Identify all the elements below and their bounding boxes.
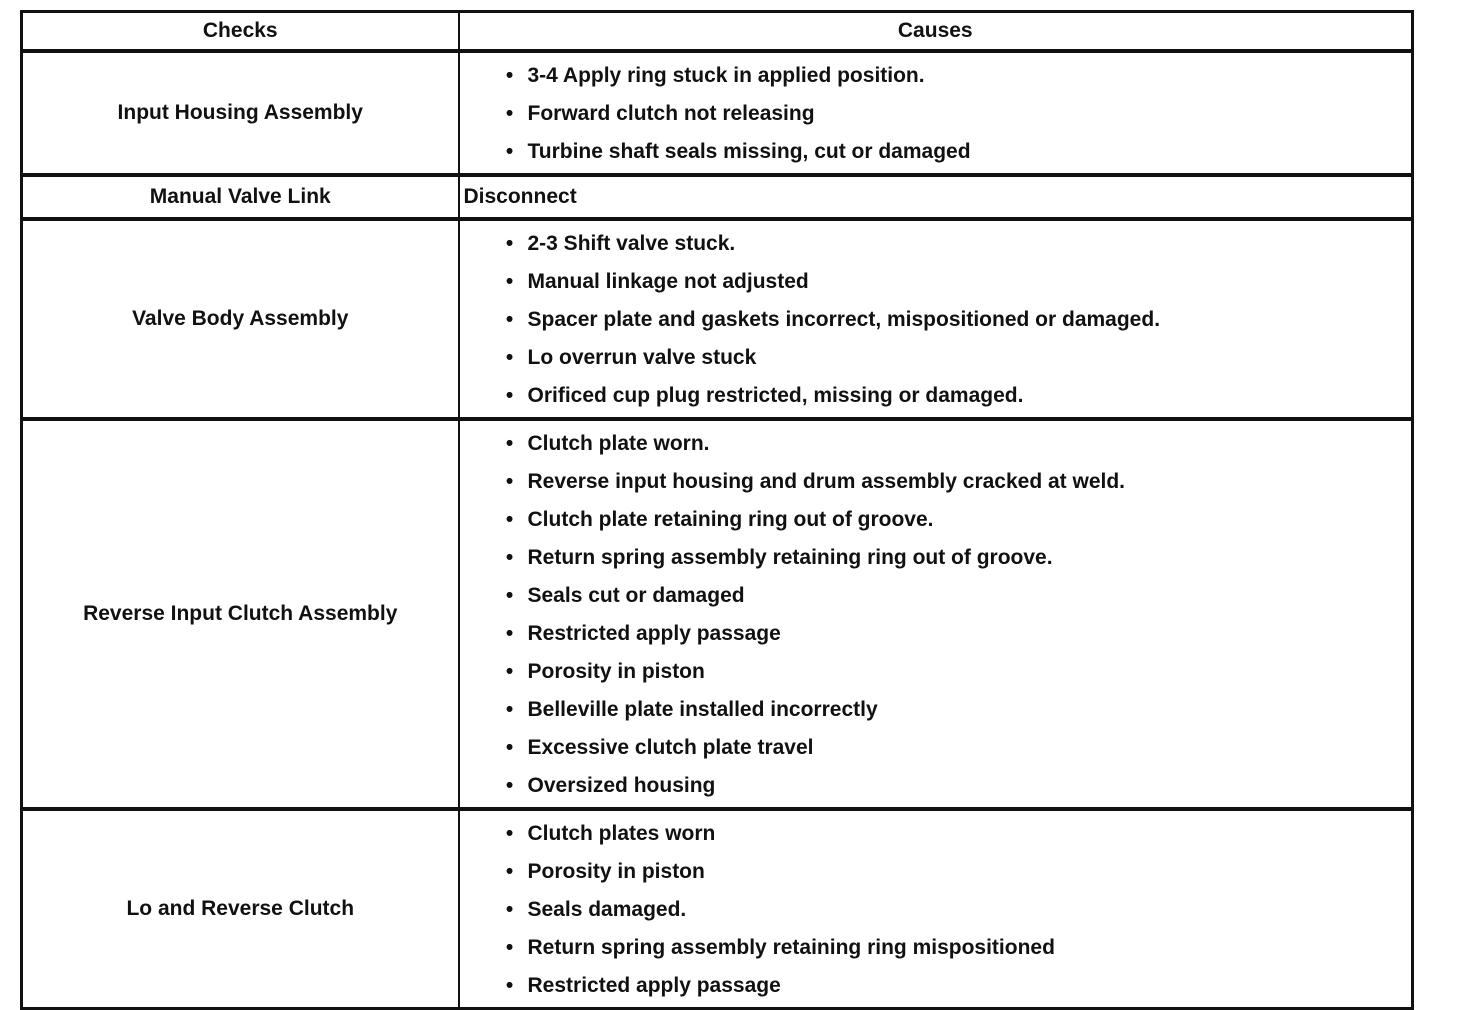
cause-text: Manual linkage not adjusted (527, 270, 809, 293)
cause-item (500, 815, 1412, 853)
bullet-icon: • (505, 140, 514, 163)
cause-text: 2-3 Shift valve stuck. (527, 232, 736, 255)
cause-item (500, 853, 1412, 891)
causes-cell (459, 809, 1413, 1009)
cause-text: Reverse input housing and drum assembly cracked at weld. (527, 470, 1126, 493)
cause-text: Spacer plate and gaskets incorrect, mispositioned or damaged. (527, 308, 1161, 331)
cause-text: Lo overrun valve stuck (527, 346, 757, 369)
check-cell: Reverse Input Clutch Assembly (22, 419, 459, 809)
cause-text: Clutch plate worn. (527, 432, 710, 455)
bullet-icon: • (505, 860, 514, 883)
cause-text: Turbine shaft seals missing, cut or damaged (527, 140, 971, 163)
cause-item (500, 425, 1412, 463)
bullet-icon: • (505, 470, 514, 493)
bullet-icon: • (505, 974, 514, 997)
cause-item (500, 767, 1412, 805)
cause-item (500, 691, 1412, 729)
check-cell: Manual Valve Link (22, 175, 459, 219)
bullet-icon: • (505, 584, 514, 607)
cause-text: Clutch plates worn (527, 822, 716, 845)
causes-cell (459, 175, 1413, 219)
cause-text: Oversized housing (527, 774, 716, 797)
bullet-icon: • (505, 270, 514, 293)
cause-item (500, 95, 1412, 133)
bullet-icon: • (505, 898, 514, 921)
bullet-icon: • (505, 936, 514, 959)
cause-item (500, 377, 1412, 415)
cause-item (500, 967, 1412, 1005)
header-causes: Causes (459, 12, 1413, 52)
bullet-icon: • (505, 822, 514, 845)
cause-text: Return spring assembly retaining ring mispositioned (527, 936, 1055, 959)
causes-cell (459, 219, 1413, 419)
cause-text: Disconnect (463, 185, 577, 208)
table-row (22, 419, 1413, 809)
cause-text: Seals damaged. (527, 898, 687, 921)
bullet-icon: • (505, 232, 514, 255)
table-row (22, 809, 1413, 1009)
cause-item (500, 729, 1412, 767)
table-header-row (22, 12, 1413, 52)
cause-text: Porosity in piston (527, 660, 705, 683)
bullet-icon: • (505, 64, 514, 87)
cause-list (460, 811, 1412, 1007)
causes-cell (459, 419, 1413, 809)
cause-item (500, 501, 1412, 539)
cause-item (500, 225, 1412, 263)
cause-item (500, 57, 1412, 95)
header-checks: Checks (22, 12, 459, 52)
cause-item (500, 463, 1412, 501)
table-row (22, 51, 1413, 175)
bullet-icon: • (505, 660, 514, 683)
cause-text: Return spring assembly retaining ring out of groove. (527, 546, 1053, 569)
table-row (22, 219, 1413, 419)
cause-item (500, 653, 1412, 691)
bullet-icon: • (505, 102, 514, 125)
check-cell: Valve Body Assembly (22, 219, 459, 419)
cause-text: Excessive clutch plate travel (527, 736, 814, 759)
cause-text: Seals cut or damaged (527, 584, 745, 607)
bullet-icon: • (505, 384, 514, 407)
cause-item (500, 301, 1412, 339)
bullet-icon: • (505, 546, 514, 569)
causes-cell (459, 51, 1413, 175)
check-cell: Input Housing Assembly (22, 51, 459, 175)
cause-list (460, 421, 1412, 807)
check-cell: Lo and Reverse Clutch (22, 809, 459, 1009)
cause-text: Restricted apply passage (527, 622, 781, 645)
bullet-icon: • (505, 432, 514, 455)
bullet-icon: • (505, 774, 514, 797)
cause-text: Belleville plate installed incorrectly (527, 698, 878, 721)
cause-list (460, 53, 1412, 173)
bullet-icon: • (505, 736, 514, 759)
bullet-icon: • (505, 698, 514, 721)
bullet-icon: • (505, 622, 514, 645)
bullet-icon: • (505, 346, 514, 369)
bullet-icon: • (505, 508, 514, 531)
bullet-icon: • (505, 308, 514, 331)
cause-text: Restricted apply passage (527, 974, 781, 997)
cause-text: Clutch plate retaining ring out of groove. (527, 508, 934, 531)
cause-item (500, 891, 1412, 929)
checks-causes-table (20, 10, 1414, 1010)
cause-text: Forward clutch not releasing (527, 102, 815, 125)
cause-item (500, 539, 1412, 577)
cause-item (500, 577, 1412, 615)
cause-item (500, 133, 1412, 171)
cause-text: Porosity in piston (527, 860, 705, 883)
cause-text: 3-4 Apply ring stuck in applied position. (527, 64, 925, 87)
cause-item (500, 339, 1412, 377)
cause-item (500, 615, 1412, 653)
cause-item (500, 263, 1412, 301)
table-row (22, 175, 1413, 219)
cause-list (460, 221, 1412, 417)
cause-text: Orificed cup plug restricted, missing or damaged. (527, 384, 1024, 407)
cause-item (500, 929, 1412, 967)
table-body (22, 51, 1413, 1009)
